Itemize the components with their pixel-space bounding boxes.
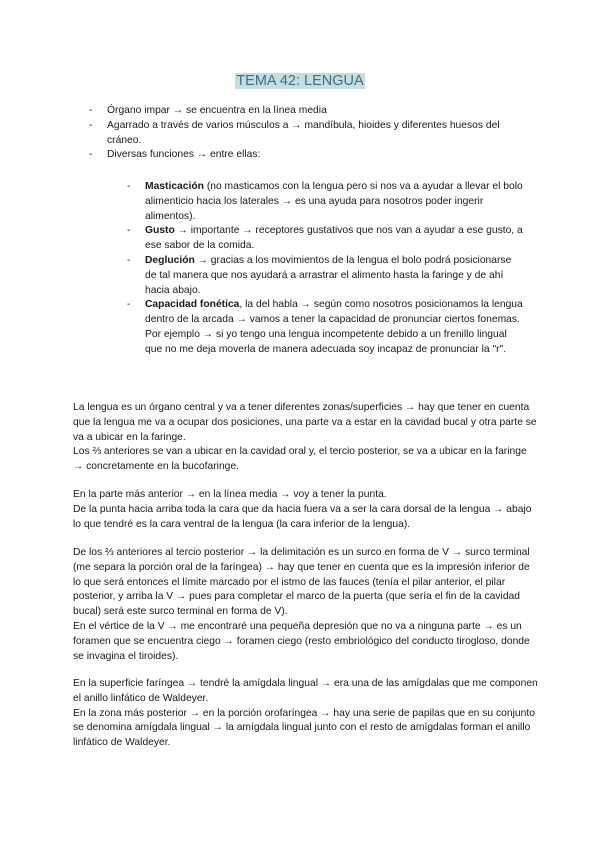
function-item-deglucion: - Deglución → gracias a los movimientos de la lengua el bolo podrá posicionarse de tal manera que nos ayudará a arrastrar el alimento hasta la faringe y de ahí hacia abajo. [0, 254, 525, 298]
list-item: - Órgano impar → se encuentra en la línea media [0, 104, 527, 119]
function-item-masticacion: - Masticación (no masticamos con la lengua pero si nos va a ayudar a llevar el bolo alimenticio hacia los laterales → es una ayuda para nosotros poder ingerir alimentos). [0, 180, 525, 224]
paragraph: De los ⅔ anteriores al tercio posterior → la delimitación es un surco en forma de V → surco terminal (me separa la porción oral de la faríngea) → hay que tener en cuenta que es la impresión inferior de lo que será entonces el límite marcado por el istmo de las fauces (tenía el pilar anterior, el pilar posterior, y arriba la V → pues para completar el marco de la puerta (que sería el fin de la cavidad bucal) será este surco terminal en forma de V). En el vértice de la V → me encontraré una pequeña depresión que no va a ninguna parte → es un foramen que se encuentra ciego → foramen ciego (resto embriológico del conducto tirogloso, donde se invagina el tiroides). [73, 547, 530, 662]
functions-list [0, 180, 600, 358]
function-item-gusto: - Gusto → importante → receptores gustativos que nos van a ayudar a ese gusto, a ese sabor de la comida. [0, 224, 525, 254]
list-item: - Diversas funciones → entre ellas: [0, 148, 527, 163]
list-item: - Agarrado a través de varios músculos a → mandíbula, hioides y diferentes huesos del cráneo. [0, 119, 527, 149]
paragraph: En la parte más anterior → en la línea media → voy a tener la punta. De la punta hacia arriba toda la cara que da hacia fuera va a ser la cara dorsal de la lengua → abajo lo que tendré es la cara ventral de la lengua (la cara inferior de la lengua). [73, 489, 532, 530]
page-title: TEMA 42: LENGUA [236, 73, 364, 89]
paragraph: En la superficie faríngea → tendré la amígdala lingual → era una de las amígdalas que me componen el anillo linfático de Waldeyer. En la zona más posterior → en la porción orofaríngea → hay una serie de papilas que en su conjunto se denomina amígdala lingual → la amígdala lingual junto con el resto de amígdalas forman el anillo linfático de Waldeyer. [73, 678, 538, 749]
paragraph: La lengua es un órgano central y va a tener diferentes zonas/superficies → hay que tener en cuenta que la lengua me va a ocupar dos posiciones, una parte va a estar en la cavidad bucal y otra parte se va a ubicar en la faringe. Los ⅔ anteriores se van a ubicar en la cavidad oral y, el tercio posterior, se va a ubicar en la faringe → concretamente en la bucofaringe. [73, 402, 537, 473]
function-item-fonetica: - Capacidad fonética, la del habla → según como nosotros posicionamos la lengua dentro de la arcada → vamos a tener la capacidad de pronunciar ciertos fonemas. Por ejemplo → si yo tengo una lengua incompetente debido a un frenillo lingual que no me deja moverla de manera adecuada soy incapaz de pronunciar la "r". [0, 298, 525, 357]
main-list [0, 104, 600, 163]
